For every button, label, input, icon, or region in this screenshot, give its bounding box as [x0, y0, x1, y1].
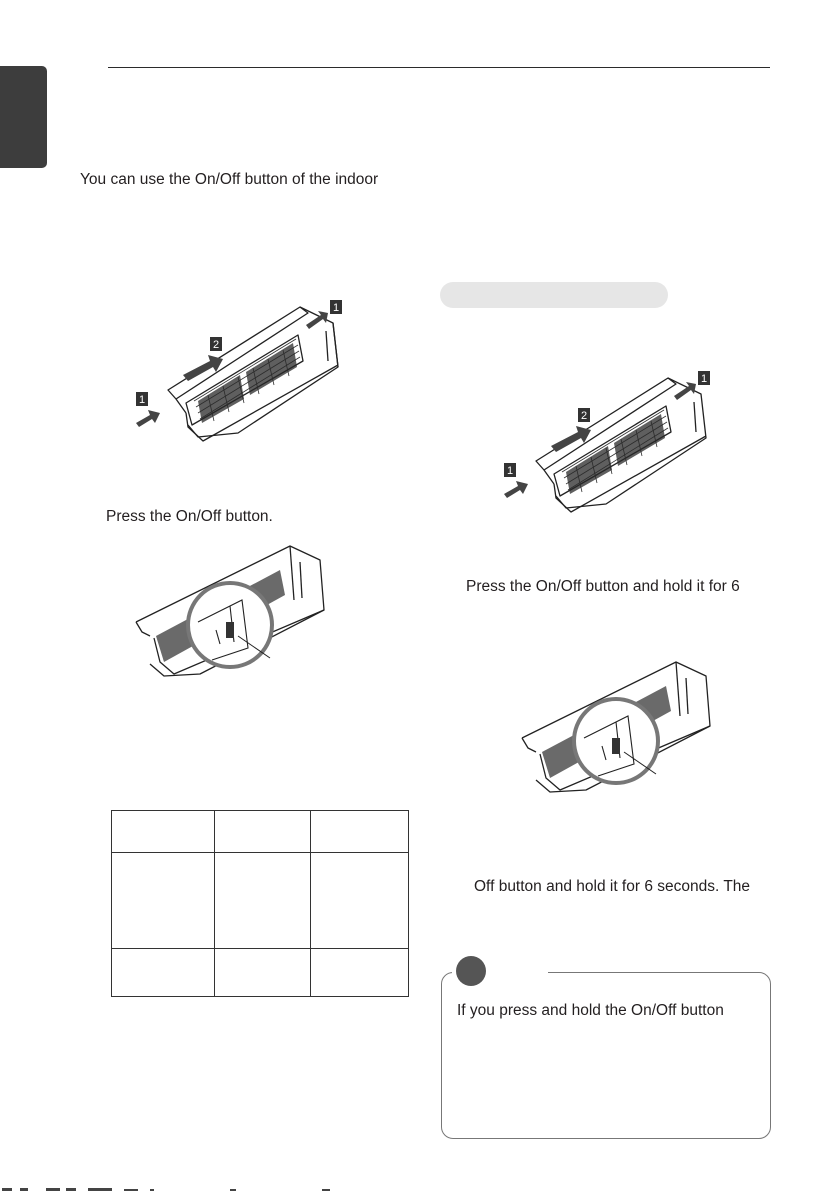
- note-icon: [456, 956, 486, 986]
- table-cell: [112, 853, 215, 949]
- on-off-button-figure-right: [516, 656, 716, 806]
- arrow-label-2: 2: [212, 339, 220, 351]
- on-off-button[interactable]: [226, 622, 234, 638]
- language-tab: [0, 66, 47, 168]
- arrow-label-1: 1: [332, 302, 340, 314]
- data-table: [111, 810, 409, 997]
- table-cell: [112, 811, 215, 853]
- step-left-text: Press the On/Off button.: [106, 508, 273, 525]
- table-cell: [311, 853, 409, 949]
- slide-arrow-icon: [183, 355, 223, 381]
- header-rule: [108, 67, 770, 68]
- push-arrow-icon: [136, 410, 160, 427]
- indoor-unit-open-figure-right: [496, 366, 726, 526]
- table-cell: [112, 949, 215, 997]
- step-right-text-2: Off button and hold it for 6 seconds. The: [474, 878, 751, 895]
- intro-text: You can use the On/Off button of the indoor: [80, 171, 379, 188]
- section-heading-pill: [440, 282, 668, 308]
- table-cell: [311, 811, 409, 853]
- on-off-button[interactable]: [612, 738, 620, 754]
- note-text: If you press and hold the On/Off button: [457, 1002, 724, 1019]
- push-arrow-icon: [504, 481, 528, 498]
- cropped-footer-marks: [0, 1187, 840, 1192]
- table-cell: [215, 811, 311, 853]
- arrow-label-1: 1: [700, 373, 708, 385]
- arrow-label-2: 2: [580, 410, 588, 422]
- on-off-button-figure-left: [130, 540, 330, 690]
- arrow-label-3: 1: [138, 394, 146, 406]
- table-cell: [311, 949, 409, 997]
- note-box: [441, 972, 771, 1139]
- arrow-label-3: 1: [506, 465, 514, 477]
- table-cell: [215, 853, 311, 949]
- slide-arrow-icon: [551, 426, 591, 452]
- push-arrow-icon: [306, 311, 328, 329]
- indoor-unit-open-figure-left: [128, 295, 358, 455]
- push-arrow-icon: [674, 382, 696, 400]
- step-right-text: Press the On/Off button and hold it for 6: [466, 578, 740, 595]
- table-cell: [215, 949, 311, 997]
